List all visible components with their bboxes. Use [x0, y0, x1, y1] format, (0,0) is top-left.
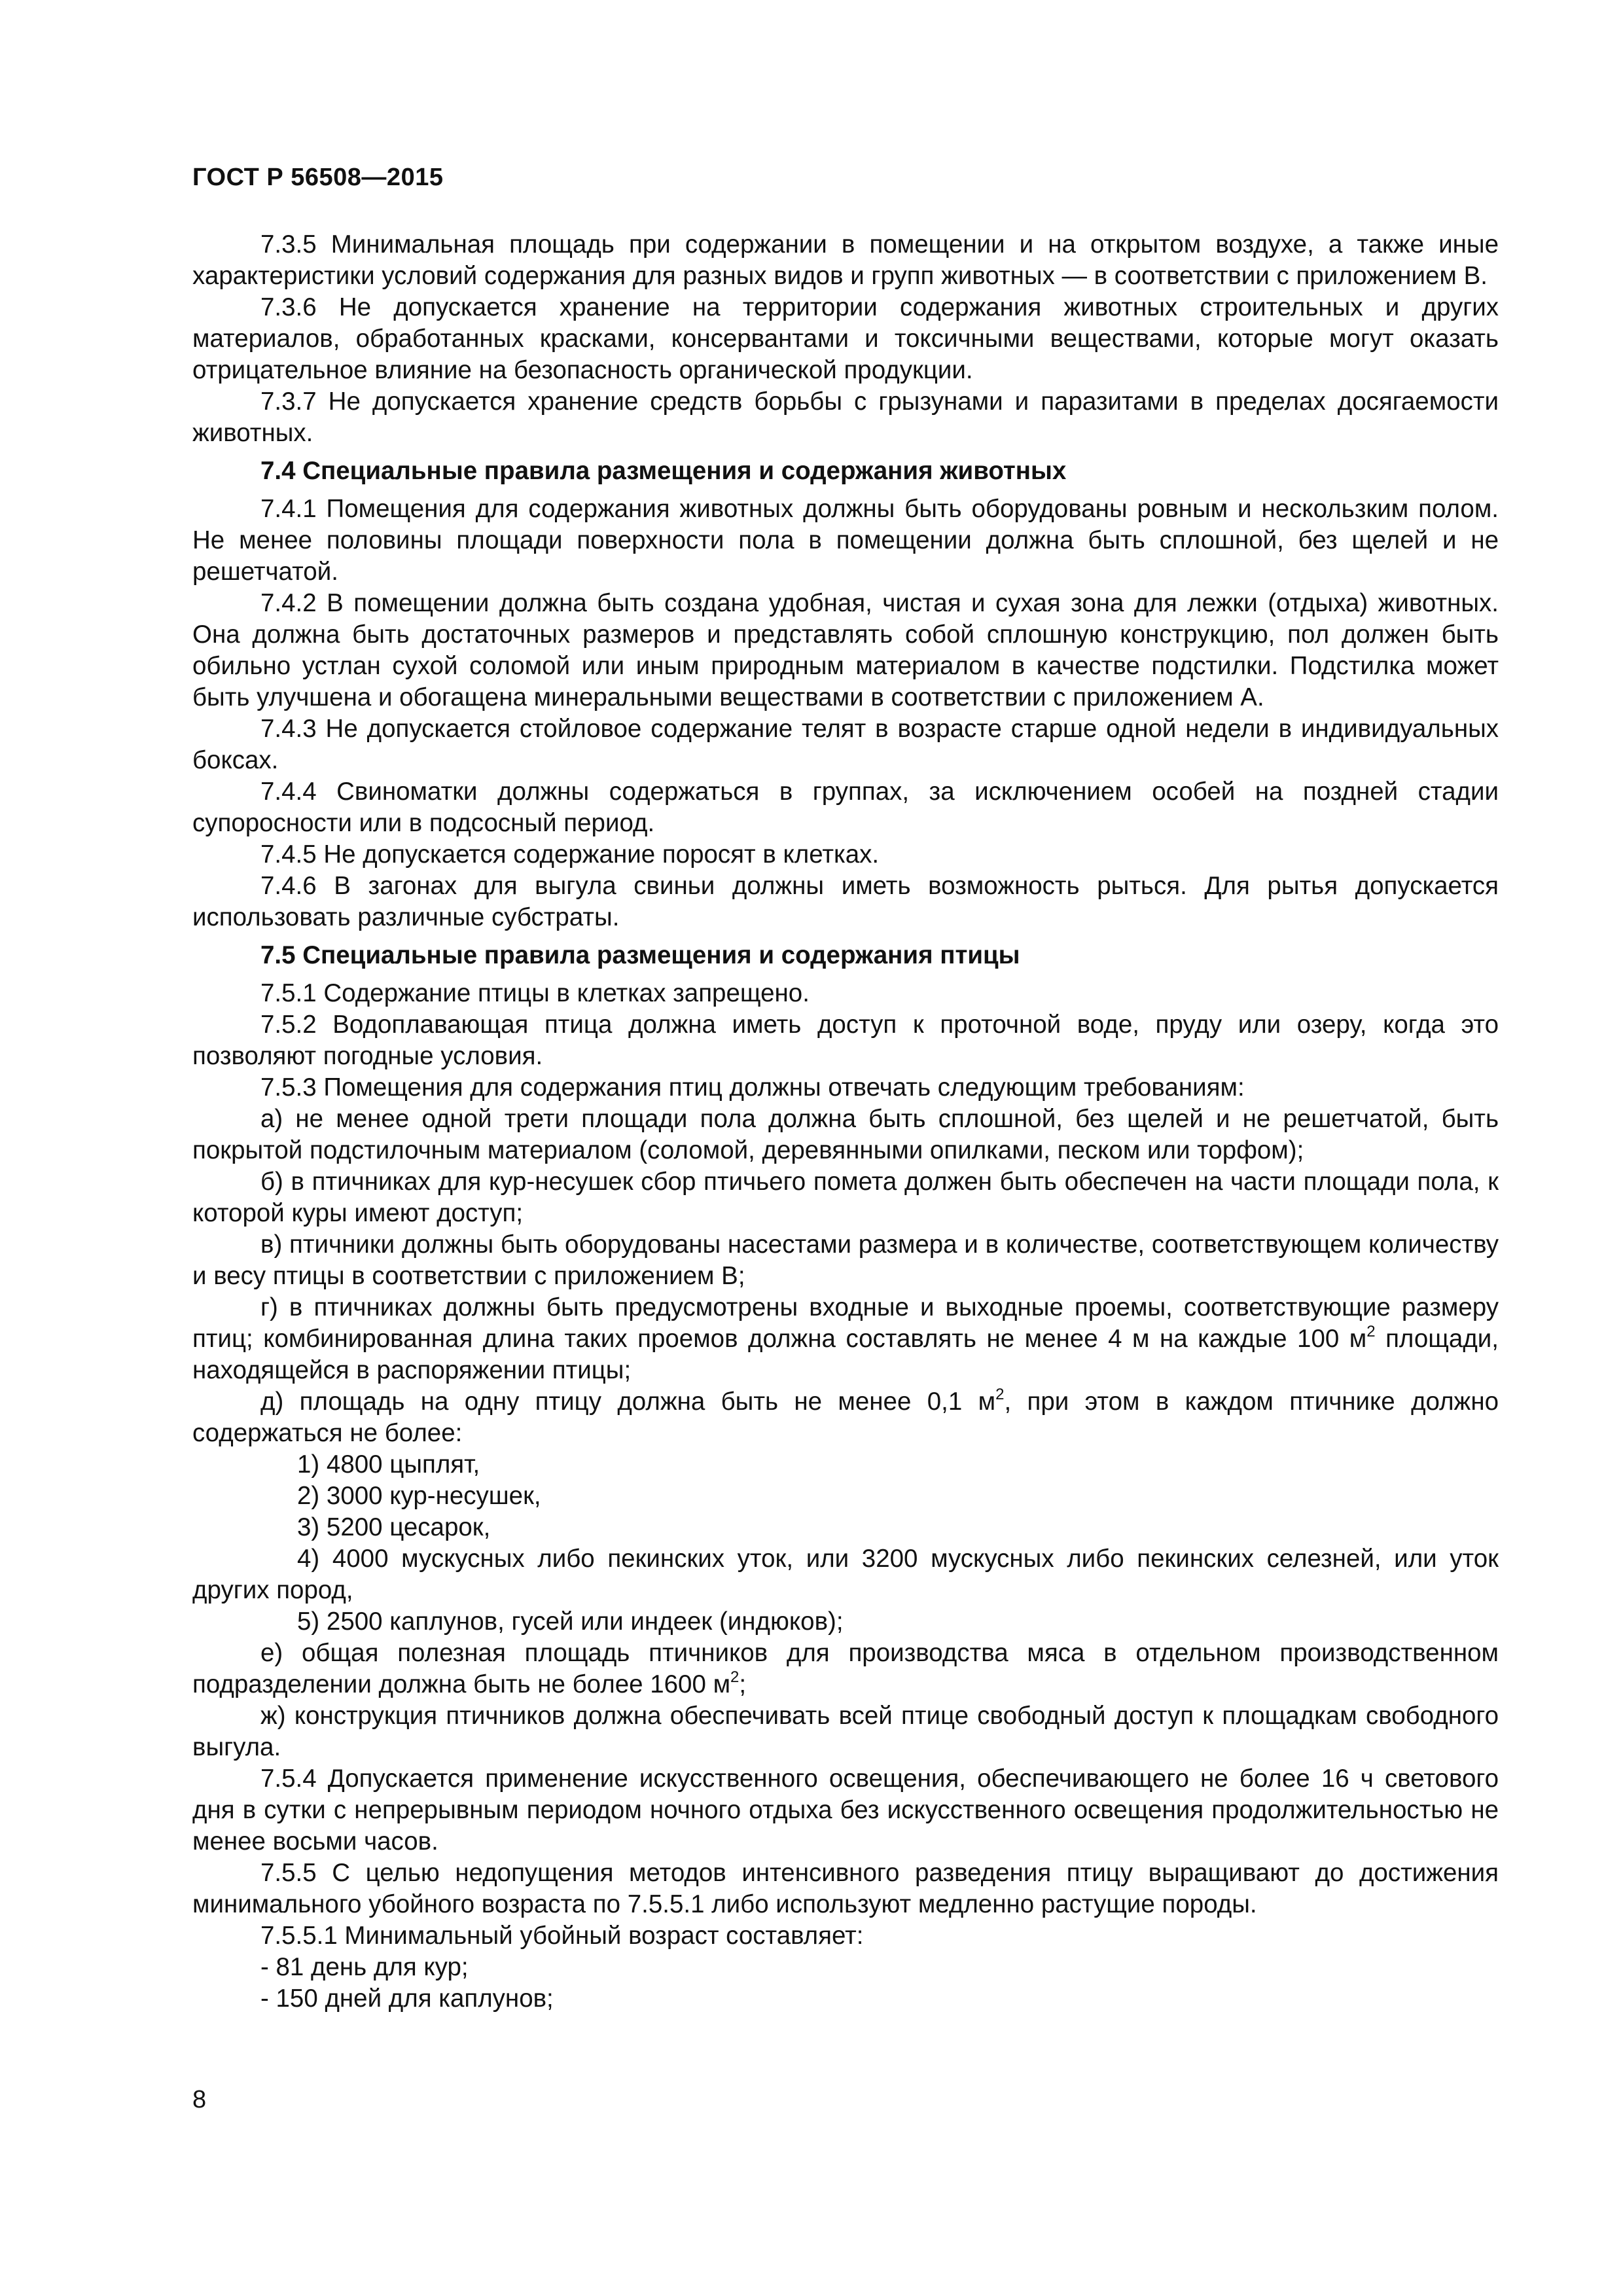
requirement-d-text: д) площадь на одну птицу должна быть не менее 0,1 м — [260, 1388, 996, 1416]
list-item: 4) 4000 мускусных либо пекинских уток, или 3200 мускусных либо пекинских селезней, или уток других пород, — [192, 1545, 1499, 1604]
requirement-g — [192, 1292, 1499, 1386]
paragraph-7-3-5: 7.3.5 Минимальная площадь при содержании в помещении и на открытом воздухе, а также иные характеристики условий содержания для разных видов и групп животных — в соответствии с приложением В. — [192, 230, 1499, 290]
requirement-d — [192, 1386, 1499, 1449]
page-number: 8 — [192, 2086, 207, 2113]
dash-item: - 150 дней для каплунов; — [260, 1984, 554, 2013]
document-header: ГОСТ Р 56508—2015 — [192, 164, 444, 191]
requirement-b: б) в птичниках для кур-несушек сбор птичьего помета должен быть обеспечен на части площади пола, к которой куры имеют доступ; — [192, 1168, 1499, 1227]
dash-item: - 81 день для кур; — [260, 1953, 469, 1981]
requirement-v: в) птичники должны быть оборудованы насестами размера и в количестве, соответствующем количеству и весу птицы в соответствии с приложением В; — [192, 1230, 1499, 1290]
paragraph-7-5-2: 7.5.2 Водоплавающая птица должна иметь доступ к проточной воде, пруду или озеру, когда это позволяют погодные условия. — [192, 1011, 1499, 1070]
paragraph-7-3-7: 7.3.7 Не допускается хранение средств борьбы с грызунами и паразитами в пределах досягаемости животных. — [192, 387, 1499, 447]
paragraph-7-5-4: 7.5.4 Допускается применение искусственного освещения, обеспечивающего не более 16 ч светового дня в сутки с непрерывным периодом ночного отдыха без искусственного освещения продолжительностью не менее восьми часов. — [192, 1765, 1499, 1856]
document-body — [192, 229, 1499, 2015]
requirement-a: а) не менее одной трети площади пола должна быть сплошной, без щелей и не решетчатой, быть покрытой подстилочным материалом (соломой, деревянными опилками, песком или торфом); — [192, 1105, 1499, 1164]
requirement-e — [192, 1638, 1499, 1700]
requirement-e-tail: ; — [739, 1670, 747, 1698]
paragraph-7-4-1: 7.4.1 Помещения для содержания животных должны быть оборудованы ровным и нескользким полом. Не менее половины площади поверхности пола в помещении должна быть сплошной, без щелей и не решетчатой. — [192, 495, 1499, 586]
section-heading-7-4: 7.4 Специальные правила размещения и содержания животных — [260, 457, 1067, 485]
requirement-g-text: г) в птичниках должны быть предусмотрены входные и выходные проемы, соответствующие размеру птиц; комбинированная длина таких проемов должна составлять не менее 4 м на каждые 100 м — [192, 1293, 1499, 1353]
paragraph-7-5-1: 7.5.1 Содержание птицы в клетках запрещено. — [260, 979, 810, 1007]
list-item: 3) 5200 цесарок, — [297, 1513, 491, 1541]
list-item: 1) 4800 цыплят, — [297, 1450, 480, 1479]
requirement-zh: ж) конструкция птичников должна обеспечивать всей птице свободный доступ к площадкам свободного выгула. — [192, 1702, 1499, 1761]
superscript-2: 2 — [995, 1386, 1005, 1403]
superscript-2: 2 — [730, 1668, 740, 1686]
requirement-d-tail: , при этом в каждом птичнике должно содержаться не более: — [192, 1388, 1499, 1447]
paragraph-7-4-3: 7.4.3 Не допускается стойловое содержание телят в возрасте старше одной недели в индивидуальных боксах. — [192, 715, 1499, 774]
list-item: 2) 3000 кур-несушек, — [297, 1482, 541, 1510]
paragraph-7-5-5: 7.5.5 С целью недопущения методов интенсивного разведения птицу выращивают до достижения минимального убойного возраста по 7.5.5.1 либо используют медленно растущие породы. — [192, 1859, 1499, 1918]
paragraph-7-5-5-1: 7.5.5.1 Минимальный убойный возраст составляет: — [260, 1922, 864, 1950]
list-item: 5) 2500 каплунов, гусей или индеек (индюков); — [297, 1607, 844, 1636]
section-heading-7-5: 7.5 Специальные правила размещения и содержания птицы — [260, 941, 1020, 969]
paragraph-7-4-6: 7.4.6 В загонах для выгула свиньи должны иметь возможность рыться. Для рытья допускается использовать различные субстраты. — [192, 872, 1499, 931]
requirement-g-tail: площади, находящейся в распоряжении птицы; — [192, 1325, 1499, 1384]
paragraph-7-4-5: 7.4.5 Не допускается содержание поросят в клетках. — [260, 840, 880, 869]
paragraph-7-4-2: 7.4.2 В помещении должна быть создана удобная, чистая и сухая зона для лежки (отдыха) животных. Она должна быть достаточных размеров и представлять собой сплошную конструкцию, пол должен быть обильно устлан сухой соломой или иным природным материалом в качестве подстилки. Подстилка может быть улучшена и обогащена минеральными веществами в соответствии с приложением А. — [192, 589, 1499, 711]
paragraph-7-3-6: 7.3.6 Не допускается хранение на территории содержания животных строительных и других материалов, обработанных красками, консервантами и токсичными веществами, которые могут оказать отрицательное влияние на безопасность органической продукции. — [192, 293, 1499, 384]
requirement-e-text: е) общая полезная площадь птичников для производства мяса в отдельном производственном подразделении должна быть не более 1600 м — [192, 1639, 1499, 1698]
paragraph-7-4-4: 7.4.4 Свиноматки должны содержаться в группах, за исключением особей на поздней стадии супоросности или в подсосный период. — [192, 778, 1499, 837]
paragraph-7-5-3: 7.5.3 Помещения для содержания птиц должны отвечать следующим требованиям: — [260, 1073, 1245, 1102]
superscript-2: 2 — [1366, 1323, 1376, 1340]
